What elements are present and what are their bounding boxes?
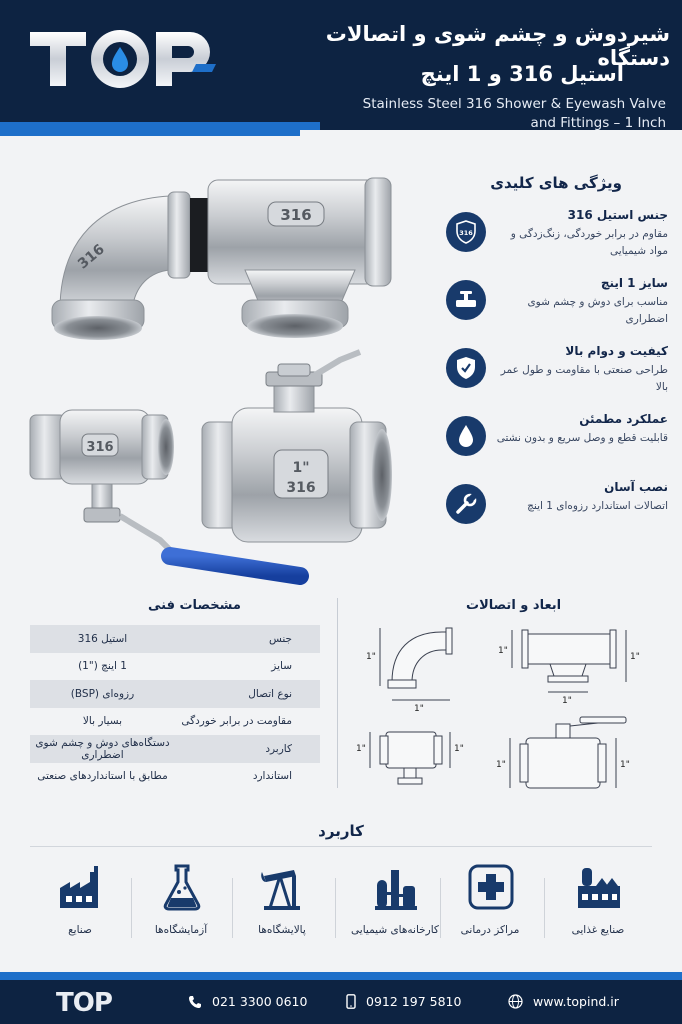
spec-value: بسیار بالا xyxy=(82,715,123,728)
mobile-phone-icon xyxy=(346,994,356,1009)
product-illustration xyxy=(20,160,450,600)
spec-value: رزوه‌ای (BSP) xyxy=(70,687,135,700)
spec-key: استاندارد xyxy=(252,770,292,783)
usage-item xyxy=(345,862,445,952)
feature-description: طراحی صنعتی با مقاومت و طول عمر بالا xyxy=(500,364,668,393)
feature-item xyxy=(446,480,668,542)
phone-number: 021 3300 0610 xyxy=(212,994,308,1009)
wrench-icon xyxy=(446,484,486,524)
usage-separator xyxy=(335,878,336,938)
brand-logo[interactable] xyxy=(28,26,218,90)
food-industry-icon xyxy=(574,862,624,912)
table-row xyxy=(30,735,320,763)
spec-value: دستگاه‌های دوش و چشم شوی اضطراری xyxy=(35,736,170,761)
table-row xyxy=(30,653,320,681)
spec-value: استیل 316 xyxy=(77,632,128,645)
small-valve-mark: 316 xyxy=(86,440,114,455)
usage-label: مراکز درمانی xyxy=(460,924,520,936)
header xyxy=(0,0,682,136)
dimension-label: 1" xyxy=(366,652,376,662)
spec-key: کاربرد xyxy=(265,742,292,755)
usage-label: صنایع xyxy=(68,924,92,936)
dimension-label: 1" xyxy=(620,760,630,770)
footer-logo[interactable]: TOP xyxy=(56,988,112,1018)
footer-website[interactable] xyxy=(508,994,619,1009)
footer-mobile[interactable] xyxy=(346,994,461,1009)
factory-icon xyxy=(56,862,106,912)
feature-item xyxy=(446,208,668,270)
dimension-label: 1" xyxy=(630,652,640,662)
usage-item xyxy=(548,862,648,952)
usage-divider xyxy=(30,846,652,847)
dimensions-title: ابعاد و اتصالات xyxy=(466,598,562,613)
product-photo xyxy=(20,160,450,600)
valve-icon xyxy=(446,280,486,320)
usage-label: کارخانه‌های شیمیایی xyxy=(351,924,439,936)
dimension-label: 1" xyxy=(496,760,506,770)
lab-flask-icon xyxy=(157,862,207,912)
spec-value: مطابق با استانداردهای صنعتی xyxy=(37,770,168,783)
medical-cross-icon xyxy=(466,862,516,912)
feature-description: مقاوم در برابر خوردگی، زنگ‌زدگی و مواد شیمیایی xyxy=(510,228,668,257)
table-row xyxy=(30,625,320,653)
feature-title: کیفیت و دوام بالا xyxy=(565,344,668,358)
page-title-line1: شیردوش و چشم شوی و اتصالات دستگاه xyxy=(325,22,670,70)
usage-label: پالایشگاه‌ها xyxy=(258,924,306,936)
tee-mark: 316 xyxy=(280,206,312,224)
mobile-number: 0912 197 5810 xyxy=(366,994,462,1009)
feature-title: عملکرد مطمئن xyxy=(579,412,668,426)
header-accent-stripe xyxy=(0,122,320,136)
spec-key: نوع اتصال xyxy=(248,687,292,700)
globe-icon xyxy=(508,994,523,1009)
specs-title: مشخصات فنی xyxy=(148,598,241,613)
features-title: ویژگی های کلیدی xyxy=(490,174,622,192)
dimension-label: 1" xyxy=(562,696,572,706)
usage-item xyxy=(131,862,231,952)
shield-check-icon xyxy=(446,348,486,388)
dimension-drawings xyxy=(350,620,650,800)
usage-item xyxy=(232,862,332,952)
feature-description: مناسب برای دوش و چشم شوی اضطراری xyxy=(527,296,668,325)
feature-item xyxy=(446,412,668,474)
spec-value: 1 اینچ ("1) xyxy=(78,660,127,673)
dimension-label: 1" xyxy=(414,704,424,714)
phone-icon xyxy=(188,995,202,1009)
footer-phone[interactable] xyxy=(188,994,307,1009)
table-row xyxy=(30,680,320,708)
shield-316-icon xyxy=(446,212,486,252)
usage-item xyxy=(440,862,540,952)
website-link: www.topind.ir xyxy=(533,994,619,1009)
usage-label: آزمایشگاه‌ها xyxy=(154,924,208,936)
elbow-mark: 316 xyxy=(75,241,108,273)
table-row xyxy=(30,708,320,736)
svg-text:316: 316 xyxy=(459,229,473,237)
feature-item xyxy=(446,276,668,338)
feature-description: اتصالات استاندارد رزوه‌ای 1 اینچ xyxy=(527,500,668,512)
spec-key: جنس xyxy=(268,632,292,645)
footer-accent-stripe xyxy=(0,972,682,980)
page-title-line2: استیل 316 و 1 اینچ xyxy=(420,62,624,86)
big-valve-mark: 316 xyxy=(286,480,316,496)
feature-title: جنس استیل 316 xyxy=(567,208,668,222)
usage-title: کاربرد xyxy=(318,822,364,840)
specs-table xyxy=(30,625,320,790)
chemical-plant-icon xyxy=(371,862,421,912)
footer xyxy=(0,980,682,1024)
usage-item xyxy=(30,862,130,952)
dimension-label: 1" xyxy=(454,744,464,754)
brand-logo-graphic xyxy=(28,26,218,90)
feature-title: نصب آسان xyxy=(604,480,668,494)
page-title-english: Stainless Steel 316 Shower & Eyewash Valve and Fittings – 1 Inch xyxy=(362,96,666,131)
table-row xyxy=(30,763,320,791)
feature-item xyxy=(446,344,668,406)
feature-title: سایز 1 اینچ xyxy=(600,276,668,290)
big-valve-size: 1" xyxy=(292,460,310,476)
usage-label: صنایع غذایی xyxy=(571,924,625,936)
section-divider xyxy=(337,598,338,788)
dimension-label: 1" xyxy=(498,646,508,656)
feature-description: قابلیت قطع و وصل سریع و بدون نشتی xyxy=(496,432,668,444)
oil-pump-icon xyxy=(258,862,308,912)
water-drop-icon xyxy=(446,416,486,456)
dimension-label: 1" xyxy=(356,744,366,754)
spec-key: مقاومت در برابر خوردگی xyxy=(181,715,292,728)
usage-separator xyxy=(544,878,545,938)
spec-key: سایز xyxy=(271,660,292,673)
